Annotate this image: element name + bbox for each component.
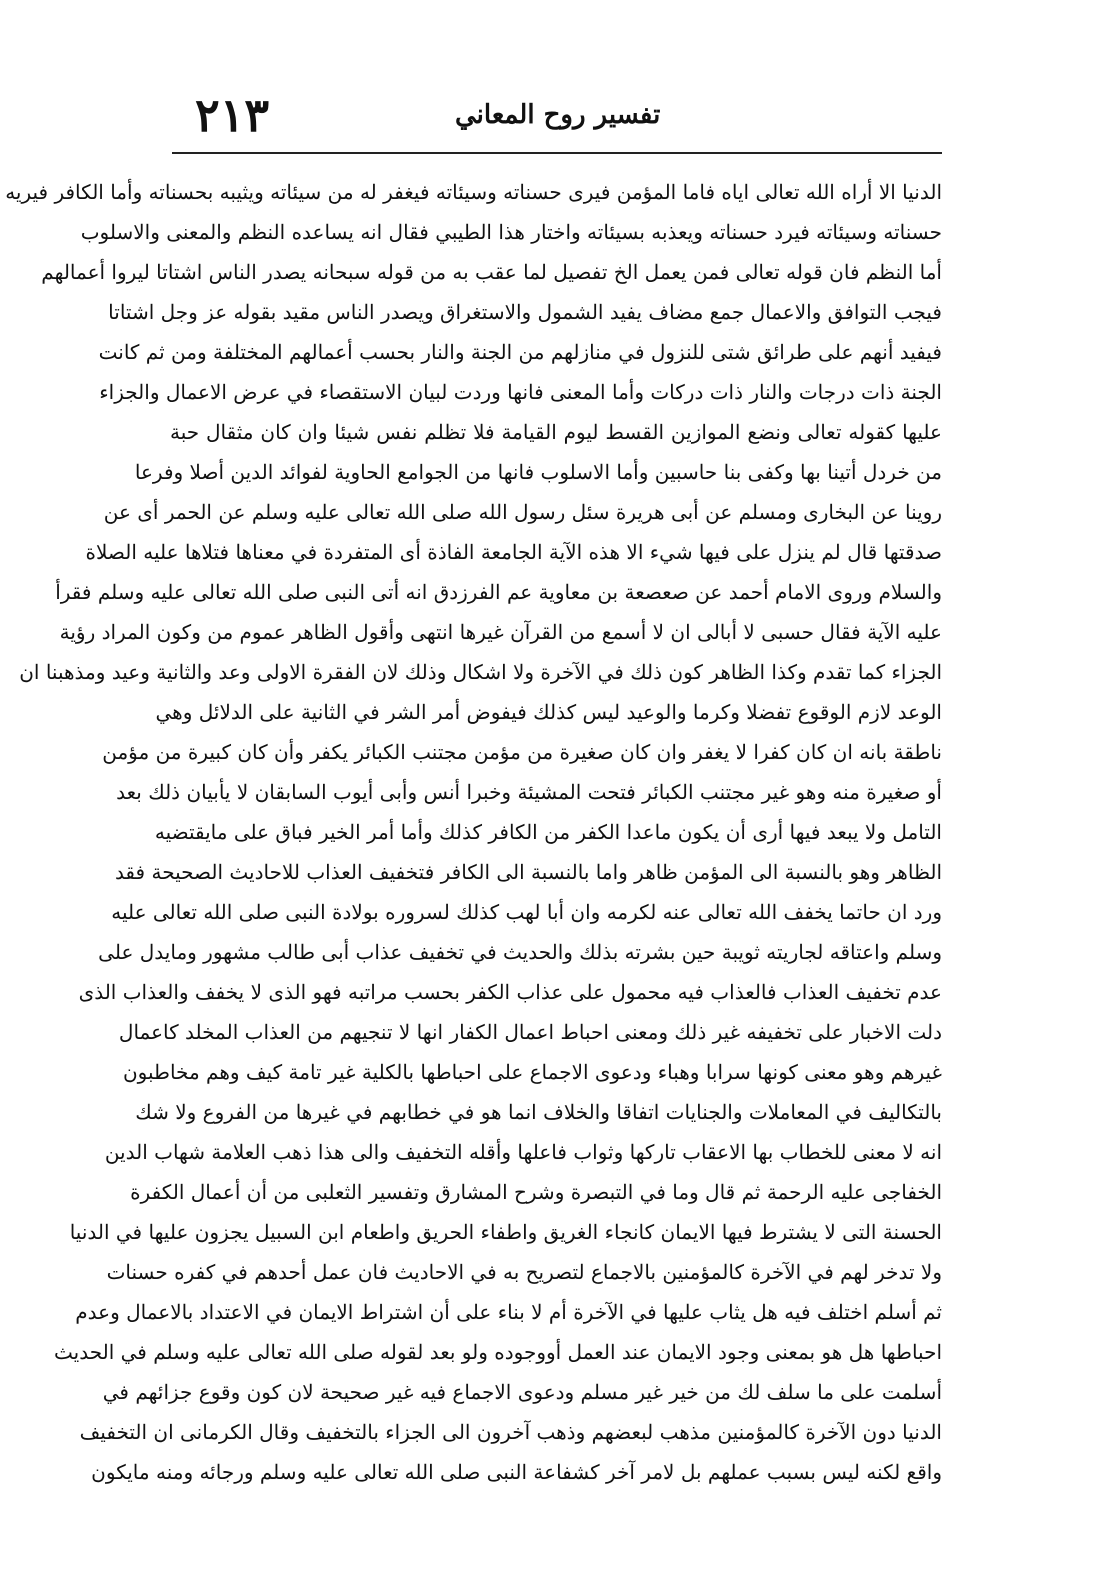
text-line: غيرهم وهو معنى كونها سرابا وهباء ودعوى الاجماع على احباطها بالكلية غير تامة كيف وهم مخاطبون: [122, 1060, 942, 1084]
text-line: وسلم واعتاقه لجاريته ثويبة حين بشرته بذلك والحديث في تخفيف عذاب أبى طالب مشهور ومايدل على: [98, 940, 942, 964]
text-line: الحسنة التى لا يشترط فيها الايمان كانجاء الغريق واطفاء الحريق واطعام ابن السبيل يجزون عليها في الدنيا: [69, 1220, 942, 1244]
page-header: [0, 0, 1111, 150]
text-line: حسناته وسيئاته فيرد حسناته ويعذبه بسيئاته واختار هذا الطيبي فقال انه يساعده النظم والمعنى والاسلوب: [80, 220, 942, 244]
text-line: الجزاء كما تقدم وكذا الظاهر كون ذلك في الآخرة ولا اشكال وذلك لان الفقرة الاولى وعد والثانية وعيد ومذهبنا ان: [19, 660, 942, 684]
text-line: عليها كقوله تعالى ونضع الموازين القسط ليوم القيامة فلا تظلم نفس شيئا وان كان مثقال حبة: [170, 420, 942, 444]
text-line: الدنيا الا أراه الله تعالى اياه فاما المؤمن فيرى حسناته وسيئاته فيغفر له من سيئاته ويثيبه بحسناته وأما الكافر فيريه: [5, 180, 942, 204]
text-line: احباطها هل هو بمعنى وجود الايمان عند العمل أووجوده ولو بعد لقوله صلى الله تعالى عليه وسلم في الحديث: [54, 1340, 942, 1364]
text-line: أسلمت على ما سلف لك من خير غير مسلم ودعوى الاجماع فيه غير صحيحة لان كون وقوع جزائهم في: [102, 1380, 942, 1404]
text-line: دلت الاخبار على تخفيفه غير ذلك ومعنى احباط اعمال الكفار انها لا تنجيهم من العذاب المخلد كاعمال: [118, 1020, 942, 1044]
text-line: الظاهر وهو بالنسبة الى المؤمن ظاهر واما بالنسبة الى الكافر فتخفيف العذاب للاحاديث الصحيحة فقد: [114, 860, 942, 884]
text-line: أما النظم فان قوله تعالى فمن يعمل الخ تفصيل لما عقب به من قوله سبحانه يصدر الناس اشتاتا ليروا أعمالهم: [41, 260, 942, 284]
text-line: عدم تخفيف العذاب فالعذاب فيه محمول على عذاب الكفر بحسب مراتبه فهو الذى لا يخفف والعذاب الذى: [78, 980, 942, 1004]
text-line: ناطقة بانه ان كان كفرا لا يغفر وان كان صغيرة من مؤمن مجتنب الكبائر يكفر وأن كان كبيرة من مؤمن: [102, 740, 942, 764]
text-line: صدقتها قال لم ينزل على فيها شيء الا هذه الآية الجامعة الفاذة أى المتفردة في معناها فتلاها عليه الصلاة: [85, 540, 942, 564]
text-line: ولا تدخر لهم في الآخرة كالمؤمنين بالاجماع لتصريح به في الاحاديث فان عمل أحدهم في كفره حسنات: [106, 1260, 942, 1284]
text-line: فيفيد أنهم على طرائق شتى للنزول في منازلهم من الجنة والنار بحسب أعمالهم المختلفة ومن ثم كانت: [98, 340, 942, 364]
text-line: انه لا معنى للخطاب بها الاعقاب تاركها وثواب فاعلها وأقله التخفيف والى هذا ذهب العلامة شهاب الدين: [104, 1140, 942, 1164]
page-number: ٢١٣: [195, 88, 270, 142]
text-line: والسلام وروى الامام أحمد عن صعصعة بن معاوية عم الفرزدق انه أتى النبى صلى الله تعالى عليه وسلم فقرأ: [55, 580, 942, 604]
header-rule: [172, 152, 942, 154]
text-line: واقع لكنه ليس بسبب عملهم بل لامر آخر كشفاعة النبى صلى الله تعالى عليه وسلم ورجائه ومنه مايكون: [91, 1460, 942, 1484]
text-line: أو صغيرة منه وهو غير مجتنب الكبائر فتحت المشيئة وخبرا أنس وأبى أيوب السابقان لا يأبيان ذلك بعد: [116, 780, 942, 804]
text-line: بالتكاليف في المعاملات والجنايات اتفاقا والخلاف انما هو في خطابهم في غيرها من الفروع ولا شك: [135, 1100, 942, 1124]
text-line: ثم أسلم اختلف فيه هل يثاب عليها في الآخرة أم لا بناء على أن اشتراط الايمان في الاعتداد بالاعمال وعدم: [75, 1300, 942, 1324]
body-text: [5, 172, 942, 1492]
text-line: ورد ان حاتما يخفف الله تعالى عنه لكرمه وان أبا لهب كذلك لسروره بولادة النبى صلى الله تعالى عليه: [111, 900, 942, 924]
text-line: فيجب التوافق والاعمال جمع مضاف يفيد الشمول والاستغراق ويصدر الناس مقيد بقوله عز وجل اشتاتا: [108, 300, 942, 324]
text-line: الوعد لازم الوقوع تفضلا وكرما والوعيد ليس كذلك فيفوض أمر الشر في الثانية على الدلائل وهي: [155, 700, 942, 724]
text-line: التامل ولا يبعد فيها أرى أن يكون ماعدا الكفر من الكافر كذلك وأما أمر الخير فباق على مايقتضيه: [154, 820, 942, 844]
text-line: الجنة ذات درجات والنار ذات دركات وأما المعنى فانها وردت لبيان الاستقصاء في عرض الاعمال والجزاء: [99, 380, 942, 404]
text-line: من خردل أتينا بها وكفى بنا حاسبين وأما الاسلوب فانها من الجوامع الحاوية لفوائد الدين أصلا وفرعا: [134, 460, 942, 484]
text-line: عليه الآية فقال حسبى لا أبالى ان لا أسمع من القرآن غيرها انتهى وأقول الظاهر عموم من وكون المراد رؤية: [59, 620, 942, 644]
text-line: الخفاجى عليه الرحمة ثم قال وما في التبصرة وشرح المشارق وتفسير الثعلبى من أن أعمال الكفرة: [130, 1180, 942, 1204]
text-line: الدنيا دون الآخرة كالمؤمنين مذهب لبعضهم وذهب آخرون الى الجزاء بالتخفيف وقال الكرمانى ان التخفيف: [79, 1420, 942, 1444]
text-line: روينا عن البخارى ومسلم عن أبى هريرة سئل رسول الله صلى الله تعالى عليه وسلم عن الحمر أى عن: [103, 500, 942, 524]
running-title: تفسير روح المعاني: [455, 100, 661, 130]
